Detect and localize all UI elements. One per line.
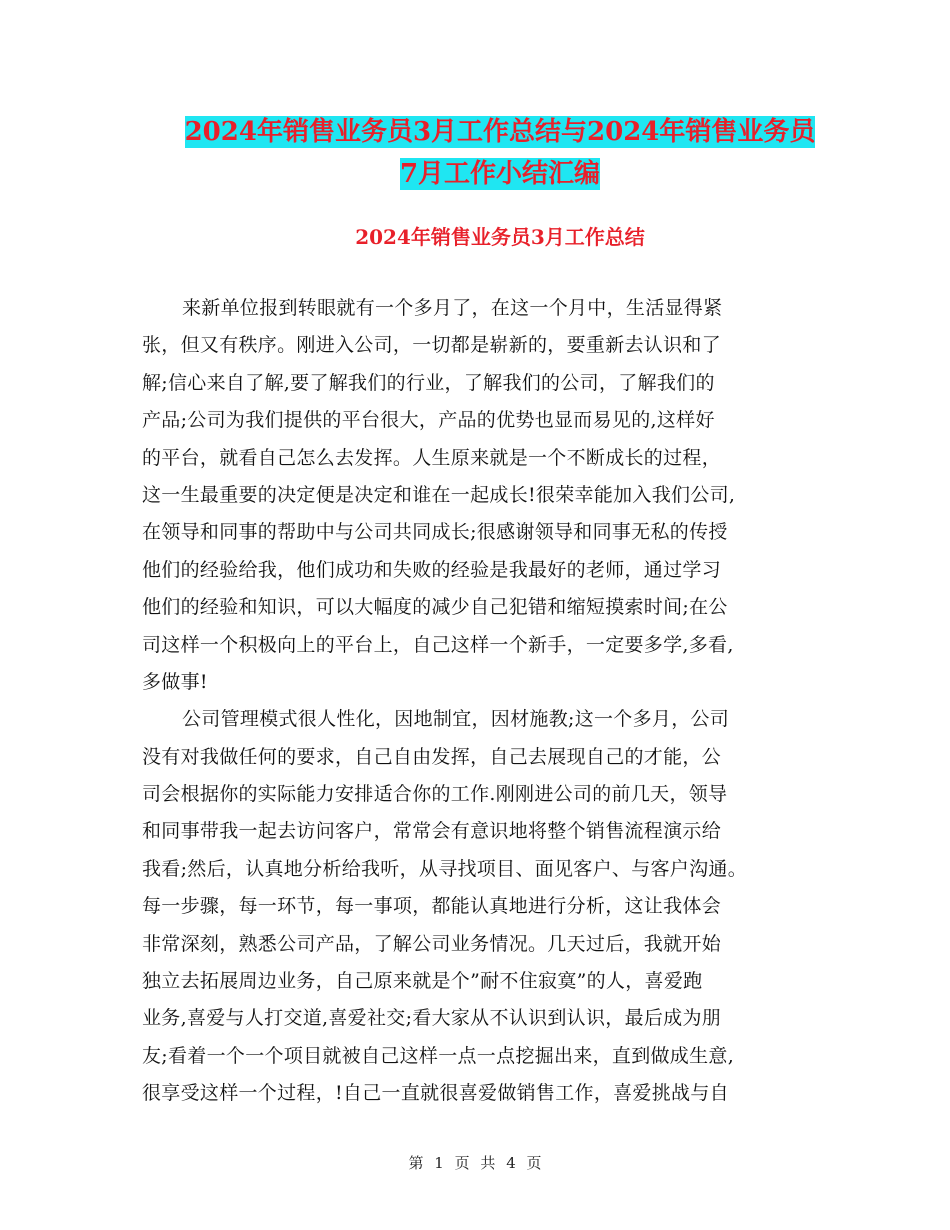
footer-prefix: 第 [408,1154,424,1172]
section-title: 2024年销售业务员3月工作总结 [355,225,645,249]
body-text-line: 这一生最重要的决定便是决定和谁在一起成长!很荣幸能加入我们公司, [142,483,736,506]
body-text-line: 在领导和同事的帮助中与公司共同成长;很感谢领导和同事无私的传授 [142,521,728,544]
footer-suffix: 页 [526,1154,542,1172]
body-text-line: 没有对我做任何的要求，自己自由发挥，自己去展现自己的才能，公 [142,745,722,768]
body-text-line: 司会根据你的实际能力安排适合你的工作.刚刚进公司的前几天，领导 [142,783,728,806]
body-text-line: 公司管理模式很人性化，因地制宜，因材施教;这一个多月，公司 [182,708,730,731]
page-footer [0,1152,950,1173]
body-text-line: 每一步骤，每一环节，每一事项，都能认真地进行分析，这让我体会 [142,895,722,918]
body-text-line: 的平台，就看自己怎么去发挥。人生原来就是一个不断成长的过程， [142,446,722,469]
body-text-line: 友;看着一个一个项目就被自己这样一点一点挖掘出来，直到做成生意, [142,1044,735,1067]
title-highlight: 7月工作小结汇编 [399,159,601,189]
footer-total-prefix: 共 [480,1154,496,1172]
document-title-line-1 [100,112,900,152]
footer-page-number: 1 [434,1154,444,1172]
body-text-line: 多做事! [142,670,208,693]
title-highlight: 2024年销售业务员3月工作总结与2024年销售业务员 [184,117,816,147]
body-text-line: 和同事带我一起去访问客户，常常会有意识地将整个销售流程演示给 [142,820,722,843]
document-body [142,290,822,1113]
body-text-line: 来新单位报到转眼就有一个多月了，在这一个月中，生活显得紧 [182,297,723,319]
body-text-line: 张，但又有秩序。刚进入公司，一切都是崭新的，要重新去认识和了 [142,334,722,357]
document-title-line-2 [100,154,900,194]
body-text-line: 非常深刻，熟悉公司产品，了解公司业务情况。几天过后，我就开始 [142,932,722,955]
body-text-line: 我看;然后，认真地分析给我听，从寻找项目、面见客户、与客户沟通。 [142,857,748,880]
body-text-line: 他们的经验和知识，可以大幅度的减少自己犯错和缩短摸索时间;在公 [142,596,728,619]
body-text-line: 解;信心来自了解,要了解我们的行业，了解我们的公司，了解我们的 [142,371,715,394]
body-text-line: 他们的经验给我，他们成功和失败的经验是我最好的老师，通过学习 [142,558,722,581]
footer-total-pages: 4 [506,1154,516,1172]
body-text-line: 司这样一个积极向上的平台上，自己这样一个新手，一定要多学,多看, [142,633,734,656]
body-text-line: 独立去拓展周边业务，自己原来就是个”耐不住寂寞”的人，喜爱跑 [142,970,703,993]
body-text-line: 很享受这样一个过程，!自己一直就很喜爱做销售工作，喜爱挑战与自 [142,1082,729,1105]
footer-middle: 页 [454,1154,470,1172]
body-text-line: 业务,喜爱与人打交道,喜爱社交;看大家从不认识到认识，最后成为朋 [142,1007,722,1030]
body-text-line: 产品;公司为我们提供的平台很大，产品的优势也显而易见的,这样好 [142,409,715,432]
